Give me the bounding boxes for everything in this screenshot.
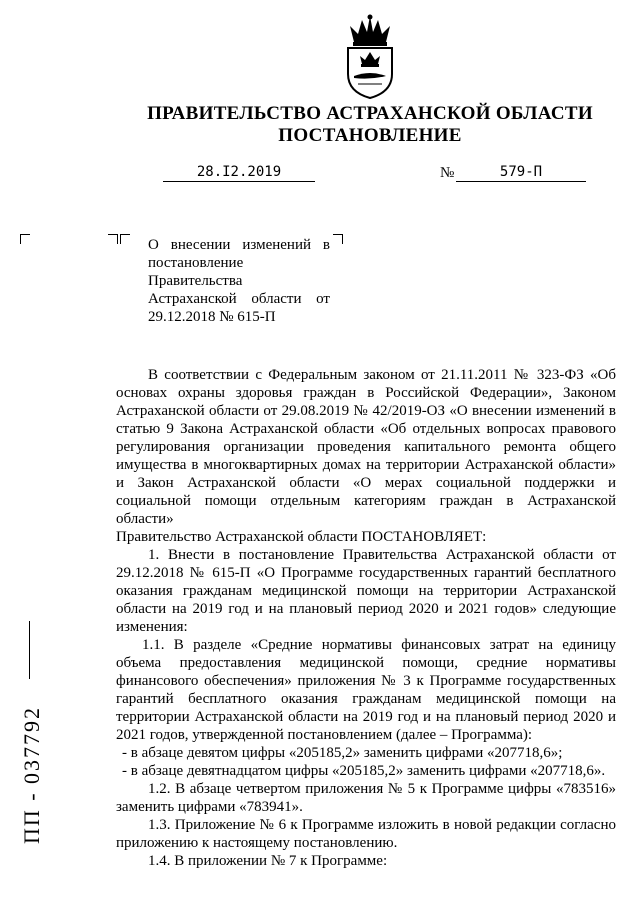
margin-line [29, 621, 30, 679]
paragraph: 1.2. В абзаце четвертом приложения № 5 к Программе цифры «783516» заменить цифрами «783941». [116, 781, 616, 815]
corner-mark-top-left [20, 234, 30, 244]
margin-serial-number [2, 700, 62, 850]
coat-of-arms-emblem [340, 12, 400, 100]
list-item: - в абзаце девятнадцатом цифры «205185,2» заменить цифрами «207718,6». [122, 763, 606, 779]
document-type-title: ПОСТАНОВЛЕНИЕ [278, 125, 462, 146]
paragraph: 1.3. Приложение № 6 к Программе изложить в новой редакции согласно приложению к настоящему постановлению. [116, 817, 616, 851]
document-subject: О внесении изменений в постановление Правительства Астраханской области от 29.12.2018 № 615-П [148, 237, 330, 325]
number-sign: № [440, 165, 455, 181]
paragraph: Правительство Астраханской области ПОСТАНОВЛЯЕТ: [116, 529, 487, 545]
government-title: ПРАВИТЕЛЬСТВО АСТРАХАНСКОЙ ОБЛАСТИ [147, 103, 593, 124]
document-date: 28.I2.2019 [163, 163, 315, 182]
corner-mark-top-right [333, 234, 343, 244]
document-number: 579-П [456, 163, 586, 182]
corner-mark [108, 234, 118, 244]
paragraph: 1.4. В приложении № 7 к Программе: [148, 853, 388, 869]
paragraph: 1.1. В разделе «Средние нормативы финансовых затрат на единицу объема предоставления медицинской помощи, средние нормативы финансового обеспечения» приложения № 3 к Программе государственных гарантий бесплатного оказания гражданам медицинской помощи на территории Астраханской области на 2019 год и на плановый период 2020 и 2021 годов, утвержденной постановлением (далее – Программа): [116, 637, 616, 743]
margin-serial-text: ПП - 037792 [19, 705, 45, 845]
corner-mark [120, 234, 130, 244]
document-body [116, 366, 616, 870]
paragraph: 1. Внести в постановление Правительства Астраханской области от 29.12.2018 № 615-П «О Программе государственных гарантий бесплатного оказания гражданам медицинской помощи на территории Астраханской области на 2019 год и на плановый период 2020 и 2021 годов» следующие изменения: [116, 547, 616, 635]
paragraph: В соответствии с Федеральным законом от 21.11.2011 № 323-ФЗ «Об основах охраны здоровья граждан в Российской Федерации», Законом Астраханской области от 29.08.2019 № 42/2019-ОЗ «О внесении изменений в статью 9 Закона Астраханской области «Об отдельных вопросах правового регулирования организации проведения капитального ремонта общего имущества в многоквартирных домах на территории Астраханской области» и Закон Астраханской области «О мерах социальной поддержки и социальной помощи отдельным категориям граждан в Астраханской области» [116, 367, 616, 527]
list-item: - в абзаце девятом цифры «205185,2» заменить цифрами «207718,6»; [122, 745, 563, 761]
